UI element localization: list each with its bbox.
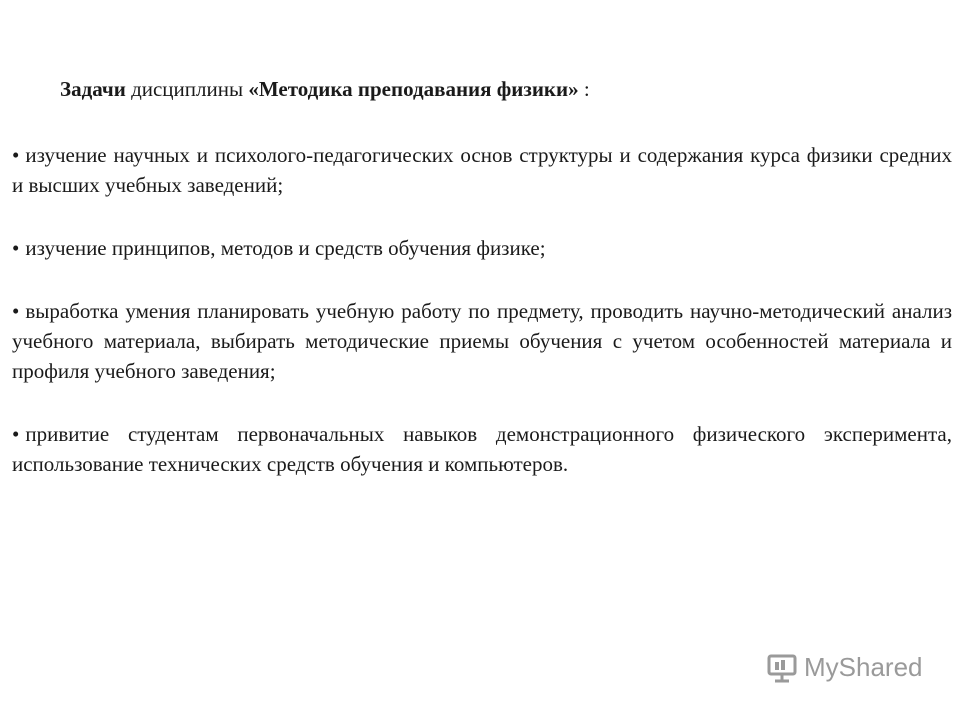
list-item-text: привитие студентам первоначальных навыков демонстрационного физического эксперимента, использование технических средств обучения и компьютеров. (12, 422, 952, 476)
list-item (12, 419, 952, 479)
bullet: • (12, 236, 20, 260)
list-item (12, 233, 952, 263)
list-item-text: выработка умения планировать учебную работу по предмету, проводить научно-методический анализ учебного материала, выбирать методические приемы обучения с учетом особенностей материала и профиля учебного заведения; (12, 299, 952, 383)
watermark (766, 652, 923, 683)
presentation-board-icon (766, 653, 798, 683)
title-bold-prefix: Задачи (60, 77, 126, 101)
list-item (12, 140, 952, 200)
title-discipline-name: «Методика преподавания физики» (248, 77, 579, 101)
title-middle: дисциплины (125, 77, 249, 101)
task-list (12, 140, 952, 512)
bullet: • (12, 143, 20, 167)
page-title (60, 74, 590, 104)
bullet: • (12, 299, 20, 323)
list-item-text: изучение научных и психолого-педагогических основ структуры и содержания курса физики средних и высших учебных заведений; (12, 143, 952, 197)
list-item (12, 296, 952, 386)
title-suffix: : (578, 77, 590, 101)
list-item-text: изучение принципов, методов и средств обучения физике; (25, 236, 546, 260)
watermark-text: MyShared (804, 652, 923, 682)
bullet: • (12, 422, 20, 446)
